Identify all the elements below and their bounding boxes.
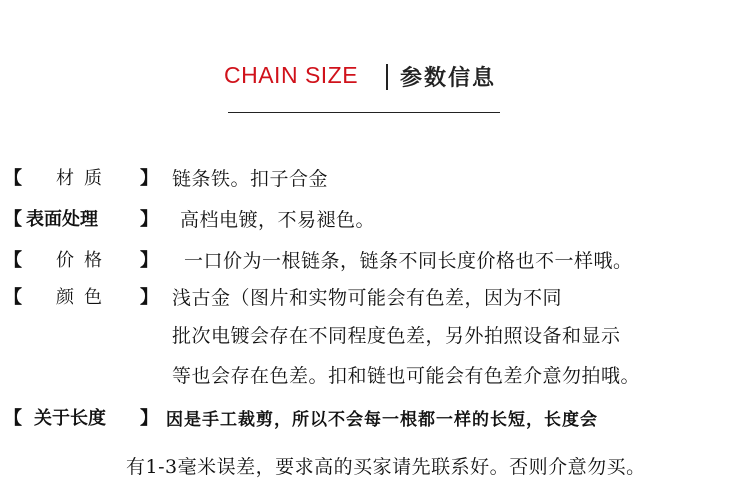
bracket-left: 【 xyxy=(4,209,22,230)
spec-label-color xyxy=(0,283,165,313)
label-text: 价格 xyxy=(56,250,112,271)
bracket-right: 】 xyxy=(140,250,158,271)
spec-value-price: 一口价为一根链条，链条不同长度价格也不一样哦。 xyxy=(184,250,633,272)
bracket-left: 【 xyxy=(4,250,22,271)
spec-label-material xyxy=(0,164,165,194)
label-text: 材质 xyxy=(56,168,112,189)
spec-label-price xyxy=(0,246,165,276)
header xyxy=(0,58,750,98)
label-text: 表面处理 xyxy=(26,209,98,230)
spec-label-length xyxy=(0,404,165,434)
spec-value-color-line: 浅古金（图片和实物可能会有色差，因为不同 xyxy=(172,287,563,309)
title-divider xyxy=(386,64,388,90)
spec-value-color-line: 批次电镀会存在不同程度色差，另外拍照设备和显示 xyxy=(172,325,621,347)
spec-value-material: 链条铁。扣子合金 xyxy=(172,168,329,190)
spec-label-surface xyxy=(0,205,165,235)
bracket-right: 】 xyxy=(140,209,158,230)
label-text: 颜色 xyxy=(56,287,112,308)
bracket-left: 【 xyxy=(4,168,22,189)
bracket-right: 】 xyxy=(140,168,158,189)
bracket-right: 】 xyxy=(140,408,158,429)
bracket-right: 】 xyxy=(140,287,158,308)
spec-value-surface: 高档电镀，不易褪色。 xyxy=(180,209,376,231)
spec-value-length-line: 有1-3毫米误差，要求高的买家请先联系好。否则介意勿买。 xyxy=(126,456,646,478)
title-chinese: 参数信息 xyxy=(400,65,497,91)
bracket-left: 【 xyxy=(4,287,22,308)
bracket-left: 【 xyxy=(4,408,22,429)
label-text: 关于长度 xyxy=(34,408,106,429)
title-underline xyxy=(228,112,500,113)
spec-value-length-line: 因是手工裁剪，所以不会每一根都一样的长短，长度会 xyxy=(166,410,598,430)
spec-value-color-line: 等也会存在色差。扣和链也可能会有色差介意勿拍哦。 xyxy=(172,365,641,387)
title-english: CHAIN SIZE xyxy=(224,62,359,88)
